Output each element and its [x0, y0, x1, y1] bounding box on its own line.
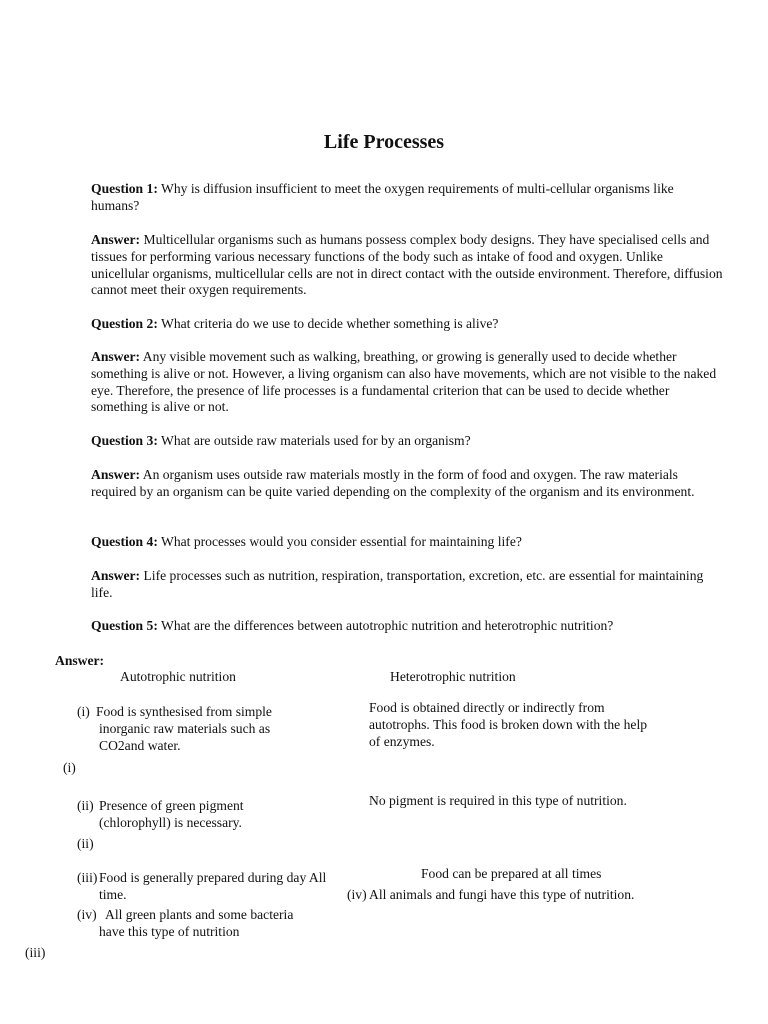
- answer-text: Life processes such as nutrition, respiration, transportation, excretion, etc. are essential for maintaining life.: [91, 568, 704, 600]
- question-3: [91, 433, 723, 450]
- question-1: [91, 181, 723, 215]
- autotrophic-cell: inorganic raw materials such as: [99, 721, 271, 736]
- answer-label: Answer:: [91, 568, 141, 583]
- question-text: What are the differences between autotrophic nutrition and heterotrophic nutrition?: [161, 618, 614, 633]
- autotrophic-cell: All green plants and some bacteria: [105, 907, 294, 922]
- question-4: [91, 534, 723, 551]
- autotrophic-cell: Food is generally prepared during day All: [99, 870, 327, 885]
- heterotrophic-cell: Food is obtained directly or indirectly from: [369, 700, 605, 715]
- answer-label: Answer:: [55, 653, 105, 668]
- heterotrophic-cell: autotrophs. This food is broken down with the help: [369, 717, 648, 732]
- row-number: (ii): [77, 836, 94, 851]
- column-header-autotrophic: Autotrophic nutrition: [120, 669, 236, 684]
- question-text: Why is diffusion insufficient to meet the oxygen requirements of multi-cellular organisms like humans?: [91, 181, 674, 213]
- autotrophic-cell: Presence of green pigment: [99, 798, 244, 813]
- heterotrophic-cell: All animals and fungi have this type of nutrition.: [369, 887, 635, 902]
- row-number: (iv): [77, 907, 97, 922]
- answer-text: Multicellular organisms such as humans possess complex body designs. They have specialised cells and tissues for performing various necessary functions of the body such as intake of food and oxygen. Unlike unicellular organisms, multicellular cells are not in direct contact with the outside environment. Therefore, diffusion cannot meet their oxygen requirements.: [91, 232, 723, 298]
- answer-4: [91, 568, 723, 602]
- question-label: Question 2:: [91, 316, 158, 331]
- answer-text: An organism uses outside raw materials mostly in the form of food and oxygen. The raw materials required by an organism can be quite varied depending on the complexity of the organism and its environment.: [91, 467, 695, 499]
- row-number: (iv): [347, 887, 367, 902]
- autotrophic-cell: time.: [99, 887, 127, 902]
- question-text: What are outside raw materials used for by an organism?: [161, 433, 471, 448]
- column-header-heterotrophic: Heterotrophic nutrition: [390, 669, 516, 684]
- page-title: Life Processes: [323, 131, 445, 153]
- row-number: (iii): [25, 945, 46, 960]
- question-text: What processes would you consider essential for maintaining life?: [161, 534, 522, 549]
- question-text: What criteria do we use to decide whether something is alive?: [161, 316, 499, 331]
- autotrophic-cell: (chlorophyll) is necessary.: [99, 815, 242, 830]
- autotrophic-cell: CO2and water.: [99, 738, 181, 753]
- heterotrophic-cell: Food can be prepared at all times: [421, 866, 602, 881]
- answer-label: Answer:: [91, 232, 141, 247]
- question-5: [91, 618, 723, 635]
- question-label: Question 4:: [91, 534, 158, 549]
- question-label: Question 3:: [91, 433, 158, 448]
- answer-1: [91, 232, 723, 299]
- question-2: [91, 316, 723, 333]
- row-number: (i): [63, 760, 76, 775]
- heterotrophic-cell: No pigment is required in this type of nutrition.: [369, 793, 627, 808]
- autotrophic-cell: Food is synthesised from simple: [96, 704, 272, 719]
- answer-3: [91, 467, 723, 501]
- question-label: Question 1:: [91, 181, 158, 196]
- answer-label: Answer:: [91, 467, 141, 482]
- heterotrophic-cell: of enzymes.: [369, 734, 435, 749]
- row-number: (iii): [77, 870, 98, 885]
- autotrophic-cell: have this type of nutrition: [99, 924, 240, 939]
- answer-label: Answer:: [91, 349, 141, 364]
- row-number: (ii): [77, 798, 94, 813]
- answer-2: [91, 349, 723, 416]
- row-number: (i): [77, 704, 90, 719]
- question-label: Question 5:: [91, 618, 158, 633]
- answer-text: Any visible movement such as walking, breathing, or growing is generally used to decide whether something is alive or not. However, a living organism can also have movements, which are not visible to the naked eye. Therefore, the presence of life processes is a fundamental criterion that can be used to decide whether something is alive or not.: [91, 349, 717, 415]
